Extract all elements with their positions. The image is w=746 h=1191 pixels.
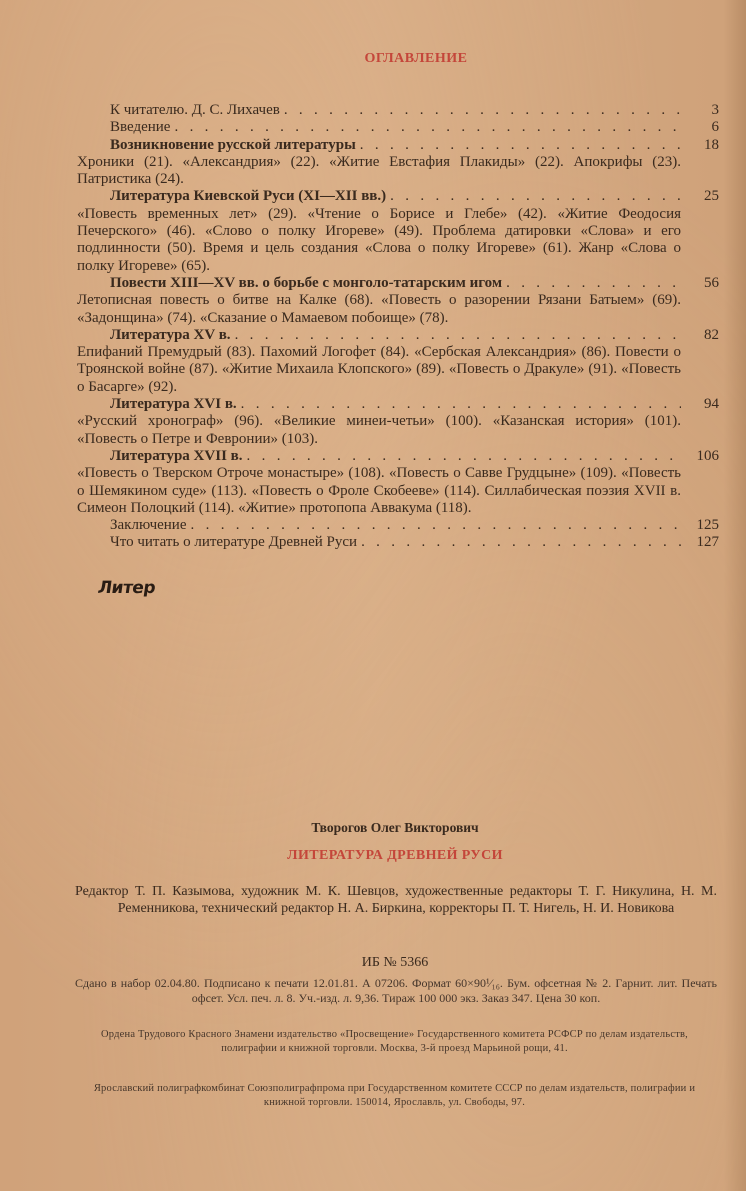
toc-page-number: 3 [711, 102, 719, 118]
dot-leader [284, 102, 681, 119]
author-name: Творогов Олег Викторович [311, 820, 479, 835]
toc-entry [77, 534, 719, 551]
table-of-contents [77, 102, 719, 552]
editorial-credits: Редактор Т. П. Казымова, художник М. К. Шевцов, художественные редакторы Т. Г. Никулина, Н. М. Ременникова, технический редактор Н. А. Биркина, корректоры П. Т. Нигель, Н. И. Новикова [75, 884, 717, 916]
toc-subtopics: «Повесть временных лет» (29). «Чтение о Борисе и Глебе» (42). «Житие Феодосия Печерского» (46). «Слово о полку Игореве» (49). Проблема датировки «Слова» и его подлинности (50). Время и цель создания «Слова о полку Игореве» (61). Жанр «Слова о полку Игореве» (65). [77, 205, 681, 274]
toc-entry [77, 102, 719, 119]
toc-entry-label: Что читать о литературе Древней Руси [110, 534, 358, 551]
toc-page-number: 94 [704, 396, 719, 413]
print-details: Сдано в набор 02.04.80. Подписано к печати 12.01.81. А 07206. Формат 60×90¹⁄₁₆. Бум. офсетная № 2. Гарнит. лит. Печать офсет. Усл. печ. л. 8. Уч.-изд. л. 9,36. Тираж 100 000 экз. Заказ 347. Цена 30 коп. [75, 976, 717, 1005]
toc-entry [77, 119, 719, 136]
book-title: ЛИТЕРАТУРА ДРЕВНЕЙ РУСИ [287, 848, 503, 863]
toc-entry-line [77, 275, 719, 292]
toc-page-number: 56 [704, 274, 719, 291]
ib-number: ИБ № 5366 [361, 955, 429, 970]
dot-leader [241, 396, 681, 413]
dot-leader [247, 448, 681, 465]
toc-entry-line [77, 102, 719, 119]
toc-entry [77, 448, 719, 517]
toc-entry [77, 137, 719, 189]
toc-entry-label: Введение [110, 119, 171, 136]
dot-leader [235, 327, 681, 344]
toc-title: ОГЛАВЛЕНИЕ [364, 51, 468, 66]
toc-subtopics: «Русский хронограф» (96). «Великие минеи-четьи» (100). «Казанская история» (101). «Повесть о Петре и Февронии» (103). [77, 413, 681, 447]
toc-entry [77, 396, 719, 448]
toc-entry-line [77, 517, 719, 534]
dot-leader [506, 275, 681, 292]
toc-entry-label: Литература XV в. [110, 326, 231, 343]
toc-entry-line [77, 534, 719, 551]
toc-entry-label: Возникновение русской литературы [110, 136, 356, 153]
toc-entry [77, 327, 719, 396]
toc-subtopics: Летописная повесть о битве на Калке (68). «Повесть о разорении Рязани Батыем» (69). «Задонщина» (74). «Сказание о Мамаевом побоище» (78). [77, 292, 681, 326]
toc-page-number: 82 [704, 326, 719, 343]
toc-page-number: 18 [704, 136, 719, 153]
toc-subtopics: Епифаний Премудрый (83). Пахомий Логофет (84). «Сербская Александрия» (86). Повести о Троянской войне (87). «Житие Михаила Клопского» (89). «Повесть о Дракуле» (91). «Повесть о Басарге» (92). [77, 344, 681, 395]
toc-entry-label: Литература XVII в. [110, 447, 243, 464]
dot-leader [191, 517, 682, 534]
toc-entry-line [77, 119, 719, 136]
toc-page-number: 6 [711, 119, 719, 136]
toc-entry-line [77, 396, 719, 413]
toc-entry [77, 517, 719, 534]
dot-leader [174, 119, 681, 136]
toc-entry-label: Литература Киевской Руси (XI—XII вв.) [110, 188, 387, 205]
toc-subtopics: Хроники (21). «Александрия» (22). «Житие Евстафия Плакиды» (22). Апокрифы (23). Патристика (24). [77, 153, 681, 188]
toc-page-number: 106 [696, 447, 719, 464]
toc-page-number: 25 [704, 188, 719, 205]
toc-page-number: 127 [696, 534, 719, 551]
toc-entry-label: Литература XVI в. [110, 396, 237, 413]
toc-entry-label: Повести XIII—XV вв. о борьбе с монголо-татарским игом [110, 274, 503, 291]
dot-leader [360, 137, 681, 154]
toc-entry-label: К читателю. Д. С. Лихачев [110, 102, 280, 118]
printer-info: Ярославский полиграфкомбинат Союзполиграфпрома при Государственном комитете СССР по делам издательств, полиграфии и книжной торговли. 150014, Ярославль, ул. Свободы, 97. [93, 1083, 696, 1108]
toc-entry-line [77, 137, 719, 154]
toc-entry [77, 188, 719, 274]
toc-page-number: 125 [696, 517, 719, 534]
dot-leader [361, 534, 681, 551]
toc-entry-line [77, 188, 719, 205]
toc-entry-label: Заключение [110, 517, 187, 534]
toc-subtopics: «Повесть о Тверском Отроче монастыре» (108). «Повесть о Савве Грудцыне» (109). «Повесть о Шемякином суде» (113). «Повесть о Фроле Скобееве» (114). Силлабическая поэзия XVII в. Симеон Полоцкий (114). «Житие» протопопа Аввакума (118). [77, 465, 681, 516]
toc-entry [77, 275, 719, 327]
toc-entry-line [77, 448, 719, 465]
dot-leader [390, 188, 681, 205]
handwritten-note: Литер [96, 578, 157, 598]
publisher-info: Ордена Трудового Красного Знамени издательство «Просвещение» Государственного комитета РСФСР по делам издательств, полиграфии и книжной торговли. Москва, 3-й проезд Марьиной рощи, 41. [101, 1029, 688, 1054]
toc-entry-line [77, 327, 719, 344]
